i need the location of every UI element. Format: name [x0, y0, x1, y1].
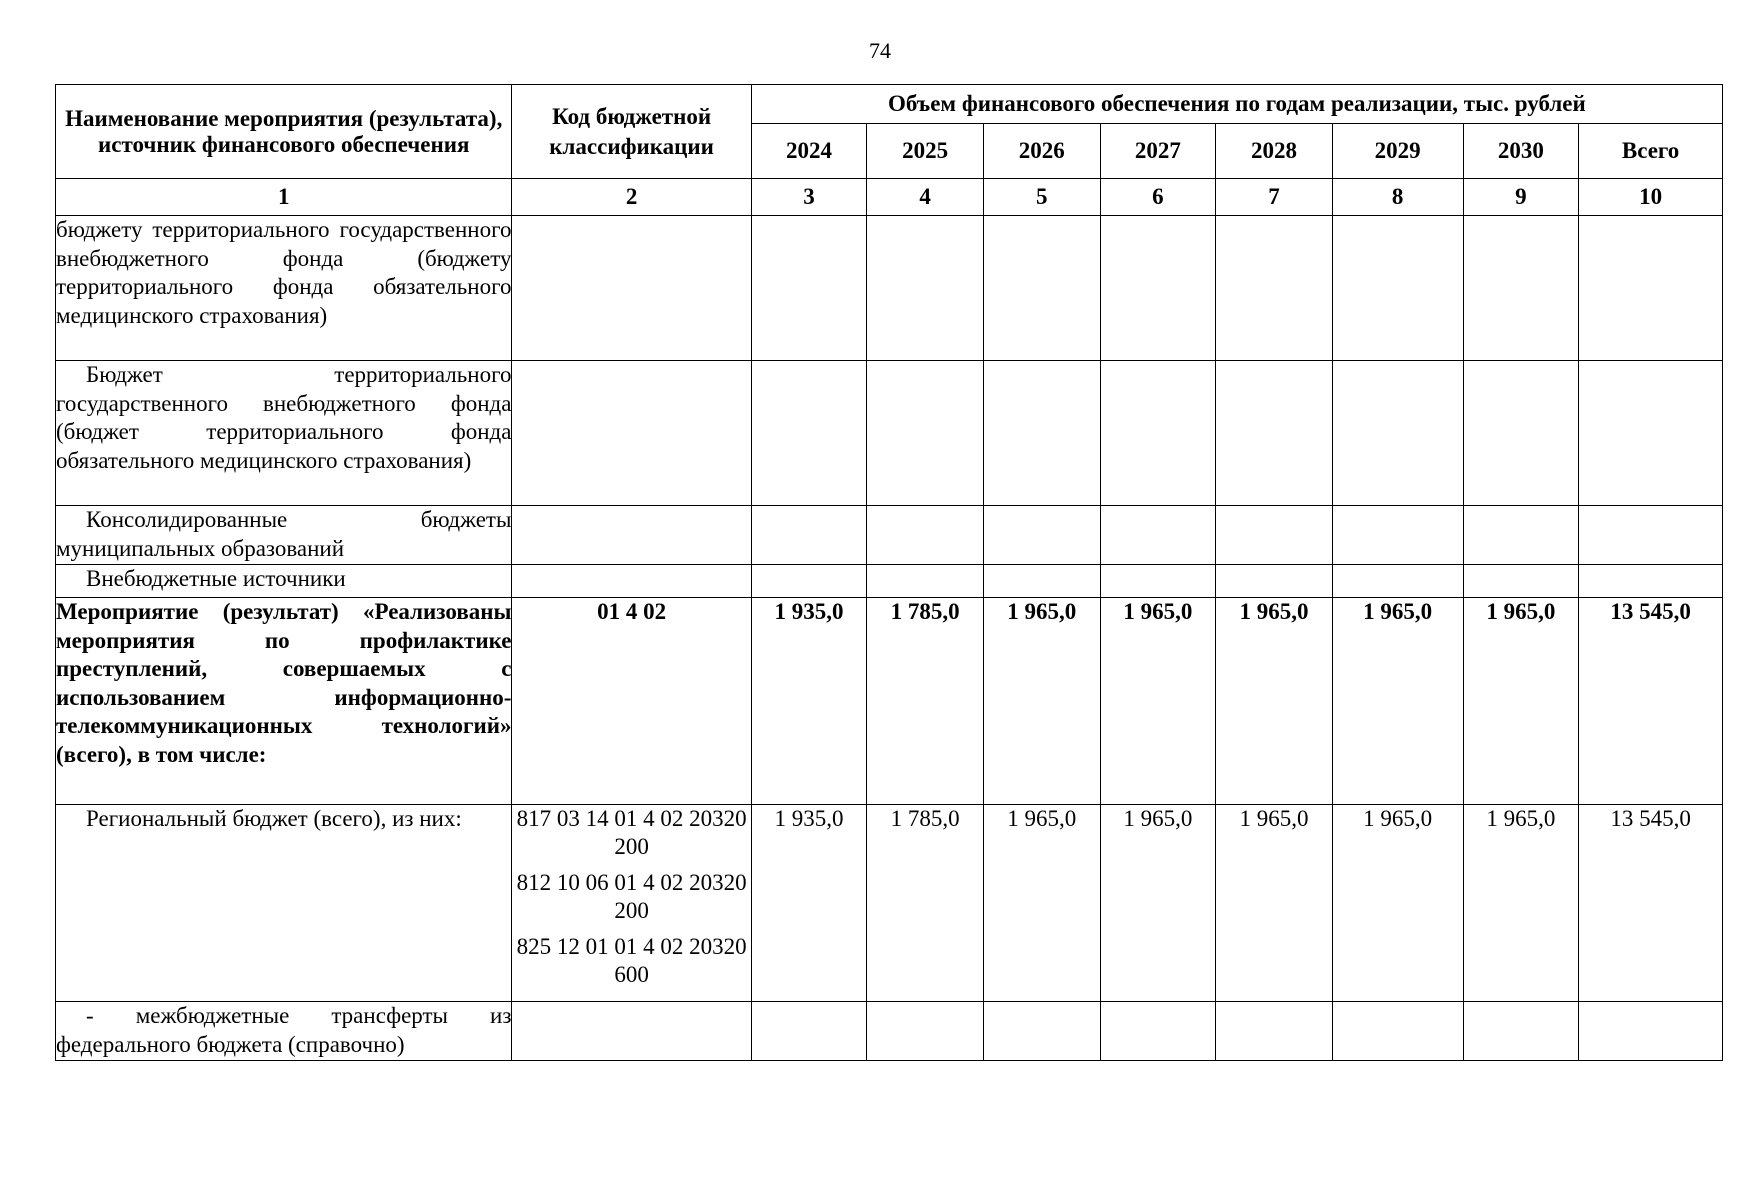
row-code: [512, 805, 751, 1002]
row-name: бюджету территориального государственного внебюджетного фонда (бюджету территориального фонда обязательного медицинского страхования): [56, 216, 512, 361]
row-name: Внебюджетные источники: [56, 565, 512, 598]
code-line: 01 4 02: [597, 599, 667, 624]
header-code: Код бюджетной классификации: [512, 85, 751, 179]
row-value-2029: 1 965,0: [1332, 805, 1463, 1002]
row-value-2026: [983, 216, 1100, 361]
row-name: - межбюджетные трансферты из федерального бюджета (справочно): [56, 1002, 512, 1061]
column-number: 4: [867, 179, 984, 216]
row-value-2028: [1216, 361, 1333, 506]
row-name: Мероприятие (результат) «Реализованы мероприятия по профилактике преступлений, совершаемых с использованием информационно-телекоммуникационных технологий» (всего), в том числе:: [56, 598, 512, 805]
row-value-2025: [867, 216, 984, 361]
row-value-2027: [1100, 565, 1216, 598]
row-value-2029: [1332, 361, 1463, 506]
page-number: 74: [869, 38, 891, 63]
row-value-2027: 1 965,0: [1100, 805, 1216, 1002]
row-value-2027: 1 965,0: [1100, 598, 1216, 805]
budget-table: [55, 84, 1723, 1061]
table-row: [56, 506, 1723, 565]
header-name: Наименование мероприятия (результата), источник финансового обеспечения: [56, 85, 512, 179]
row-value-2028: [1216, 216, 1333, 361]
row-value-2030: [1463, 216, 1579, 361]
column-number: 9: [1463, 179, 1579, 216]
row-value-2026: 1 965,0: [983, 598, 1100, 805]
row-value-2024: 1 935,0: [751, 805, 867, 1002]
row-value-2025: 1 785,0: [867, 805, 984, 1002]
row-value-2027: [1100, 361, 1216, 506]
row-code: [512, 565, 751, 598]
header-year-2030: 2030: [1463, 124, 1579, 179]
header-year-2026: 2026: [983, 124, 1100, 179]
row-value-2029: [1332, 1002, 1463, 1061]
table-row: [56, 805, 1723, 1002]
header-total: Всего: [1579, 124, 1723, 179]
row-value-2026: [983, 1002, 1100, 1061]
row-value-total: 13 545,0: [1579, 598, 1723, 805]
row-value-total: [1579, 216, 1723, 361]
row-name: Региональный бюджет (всего), из них:: [56, 805, 512, 1002]
row-value-2026: 1 965,0: [983, 805, 1100, 1002]
row-value-2025: [867, 361, 984, 506]
column-number: 8: [1332, 179, 1463, 216]
code-line: 812 10 06 01 4 02 20320 200: [516, 870, 747, 923]
column-number: 1: [56, 179, 512, 216]
row-code: [512, 506, 751, 565]
row-value-total: [1579, 506, 1723, 565]
table-row: [56, 565, 1723, 598]
row-value-2027: [1100, 216, 1216, 361]
row-value-total: [1579, 361, 1723, 506]
row-value-2028: [1216, 506, 1333, 565]
column-number: 6: [1100, 179, 1216, 216]
code-line: 817 03 14 01 4 02 20320 200: [516, 806, 747, 859]
column-number: 7: [1216, 179, 1333, 216]
row-value-2030: 1 965,0: [1463, 805, 1579, 1002]
table-row: [56, 598, 1723, 805]
code-line: 825 12 01 01 4 02 20320 600: [516, 934, 747, 987]
header-volume: Объем финансового обеспечения по годам реализации, тыс. рублей: [751, 85, 1722, 124]
row-value-2024: 1 935,0: [751, 598, 867, 805]
row-value-2030: [1463, 565, 1579, 598]
row-value-2024: [751, 1002, 867, 1061]
row-value-2030: [1463, 506, 1579, 565]
row-name: Бюджет территориального государственного внебюджетного фонда (бюджет территориального фонда обязательного медицинского страхования): [56, 361, 512, 506]
row-value-total: [1579, 1002, 1723, 1061]
row-code: [512, 361, 751, 506]
row-code: [512, 598, 751, 805]
column-number: 2: [512, 179, 751, 216]
row-value-2029: 1 965,0: [1332, 598, 1463, 805]
row-value-2026: [983, 361, 1100, 506]
table-body: [56, 216, 1723, 1061]
header-year-2024: 2024: [751, 124, 867, 179]
row-value-2028: 1 965,0: [1216, 598, 1333, 805]
row-value-2029: [1332, 216, 1463, 361]
header-year-2027: 2027: [1100, 124, 1216, 179]
column-number: 5: [983, 179, 1100, 216]
row-value-2024: [751, 216, 867, 361]
row-value-2025: 1 785,0: [867, 598, 984, 805]
row-value-2025: [867, 565, 984, 598]
row-value-2026: [983, 506, 1100, 565]
row-code: [512, 1002, 751, 1061]
header-year-2028: 2028: [1216, 124, 1333, 179]
table-row: [56, 216, 1723, 361]
row-value-2030: [1463, 361, 1579, 506]
row-value-2030: [1463, 1002, 1579, 1061]
table-row: [56, 361, 1723, 506]
row-value-2027: [1100, 1002, 1216, 1061]
row-value-2029: [1332, 565, 1463, 598]
row-value-2024: [751, 565, 867, 598]
table-header: [56, 85, 1723, 216]
row-value-2025: [867, 506, 984, 565]
row-value-2029: [1332, 506, 1463, 565]
column-number: 3: [751, 179, 867, 216]
header-year-2029: 2029: [1332, 124, 1463, 179]
row-value-2028: 1 965,0: [1216, 805, 1333, 1002]
row-code: [512, 216, 751, 361]
row-value-2030: 1 965,0: [1463, 598, 1579, 805]
header-year-2025: 2025: [867, 124, 984, 179]
row-value-2028: [1216, 565, 1333, 598]
table-row: [56, 1002, 1723, 1061]
row-value-2027: [1100, 506, 1216, 565]
column-number-row: [56, 179, 1723, 216]
row-value-total: 13 545,0: [1579, 805, 1723, 1002]
row-value-total: [1579, 565, 1723, 598]
row-name: Консолидированные бюджеты муниципальных образований: [56, 506, 512, 565]
row-value-2024: [751, 361, 867, 506]
row-value-2024: [751, 506, 867, 565]
column-number: 10: [1579, 179, 1723, 216]
row-value-2026: [983, 565, 1100, 598]
row-value-2025: [867, 1002, 984, 1061]
row-value-2028: [1216, 1002, 1333, 1061]
